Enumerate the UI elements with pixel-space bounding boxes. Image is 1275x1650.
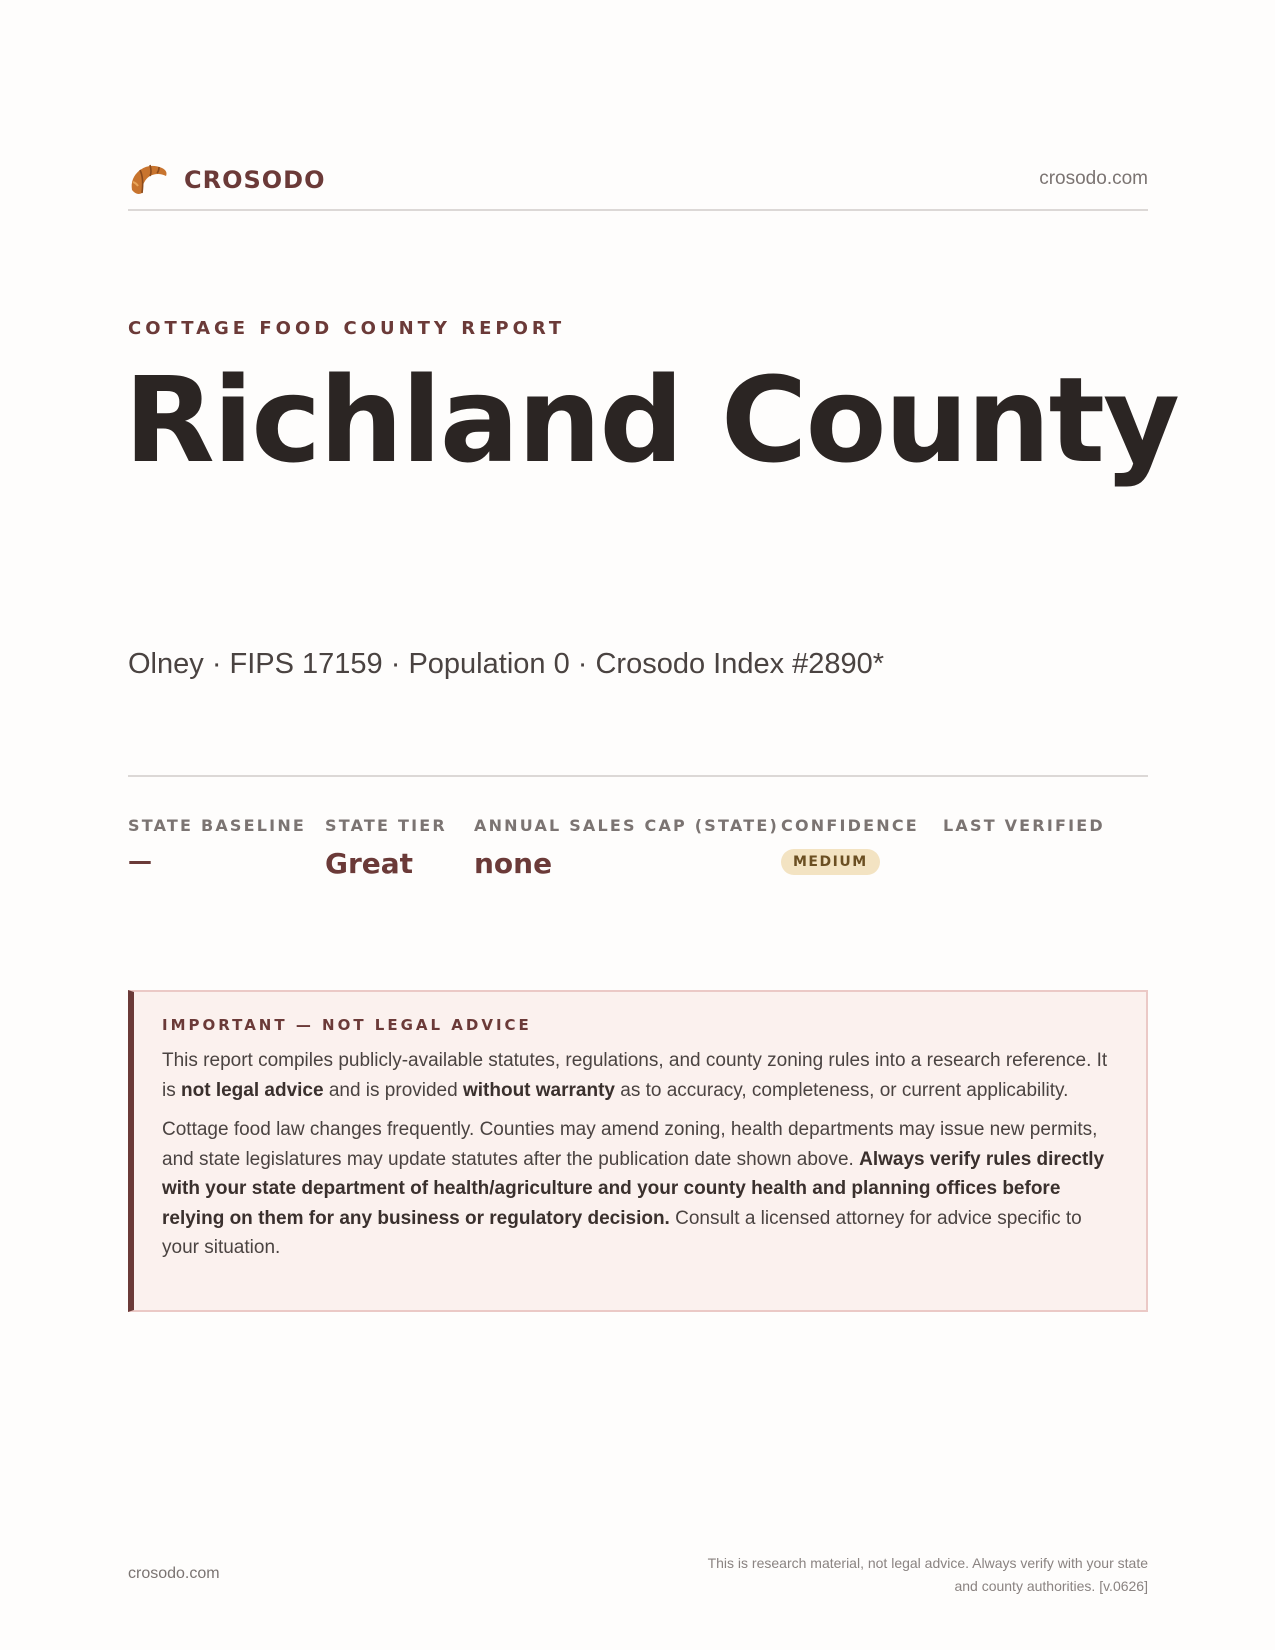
stat-confidence xyxy=(781,816,919,875)
legal-notice xyxy=(128,990,1148,1312)
stat-value: Great xyxy=(325,847,414,880)
notice-emphasis: Always verify rules directly with your state department of health/agriculture and your county health and planning offices before relying on them for any business or regulatory decision. xyxy=(162,1148,1105,1229)
report-eyebrow: COTTAGE FOOD COUNTY REPORT xyxy=(128,318,566,339)
notice-paragraph xyxy=(162,1115,1120,1263)
notice-text: This report compiles publicly-available statutes, regulations, and county zoning rules into a research reference. It is xyxy=(162,1050,1108,1101)
brand-name: CROSODO xyxy=(184,166,326,194)
notice-emphasis: without warranty xyxy=(462,1079,615,1101)
stat-state-baseline xyxy=(128,816,306,875)
stat-label: LAST VERIFIED xyxy=(943,816,1105,835)
notice-text: and is provided xyxy=(323,1079,463,1101)
footer-disclaimer-line: and county authorities. [v.0626] xyxy=(954,1578,1148,1594)
stat-sales-cap xyxy=(474,816,779,880)
report-subtitle: Olney · FIPS 17159 · Population 0 · Crosodo Index #2890* xyxy=(128,648,885,680)
notice-emphasis: not legal advice xyxy=(181,1079,324,1101)
notice-text: Consult a licensed attorney for advice specific to your situation. xyxy=(162,1207,1082,1258)
stat-last-verified xyxy=(943,816,1105,847)
stats-divider xyxy=(128,775,1148,777)
brand xyxy=(128,160,326,200)
notice-text: Cottage food law changes frequently. Counties may amend zoning, health departments may issue new permits, and state legislatures may update statutes after the publication date shown above. xyxy=(162,1119,1098,1170)
stat-label: ANNUAL SALES CAP (STATE) xyxy=(474,816,779,835)
notice-title: IMPORTANT — NOT LEGAL ADVICE xyxy=(162,1016,532,1034)
stat-label: STATE TIER xyxy=(325,816,447,835)
header-divider xyxy=(128,209,1148,211)
stat-state-tier xyxy=(325,816,447,880)
page-title: Richland County xyxy=(124,351,1178,489)
page-header xyxy=(128,158,1148,210)
footer-disclaimer xyxy=(628,1552,1148,1598)
croissant-icon xyxy=(128,160,170,200)
report-page xyxy=(124,0,1178,1650)
stat-value: — xyxy=(128,847,152,875)
footer-disclaimer-line: This is research material, not legal advice. Always verify with your state xyxy=(707,1555,1148,1571)
stats-row xyxy=(128,816,1148,896)
stat-label: STATE BASELINE xyxy=(128,816,307,835)
stat-value: none xyxy=(474,847,553,880)
notice-text: as to accuracy, completeness, or current applicability. xyxy=(614,1079,1069,1101)
site-link[interactable]: crosodo.com xyxy=(1039,168,1148,189)
footer-site[interactable]: crosodo.com xyxy=(128,1565,220,1582)
confidence-badge: MEDIUM xyxy=(781,849,880,875)
stat-label: CONFIDENCE xyxy=(781,816,919,835)
notice-paragraph xyxy=(162,1046,1120,1105)
